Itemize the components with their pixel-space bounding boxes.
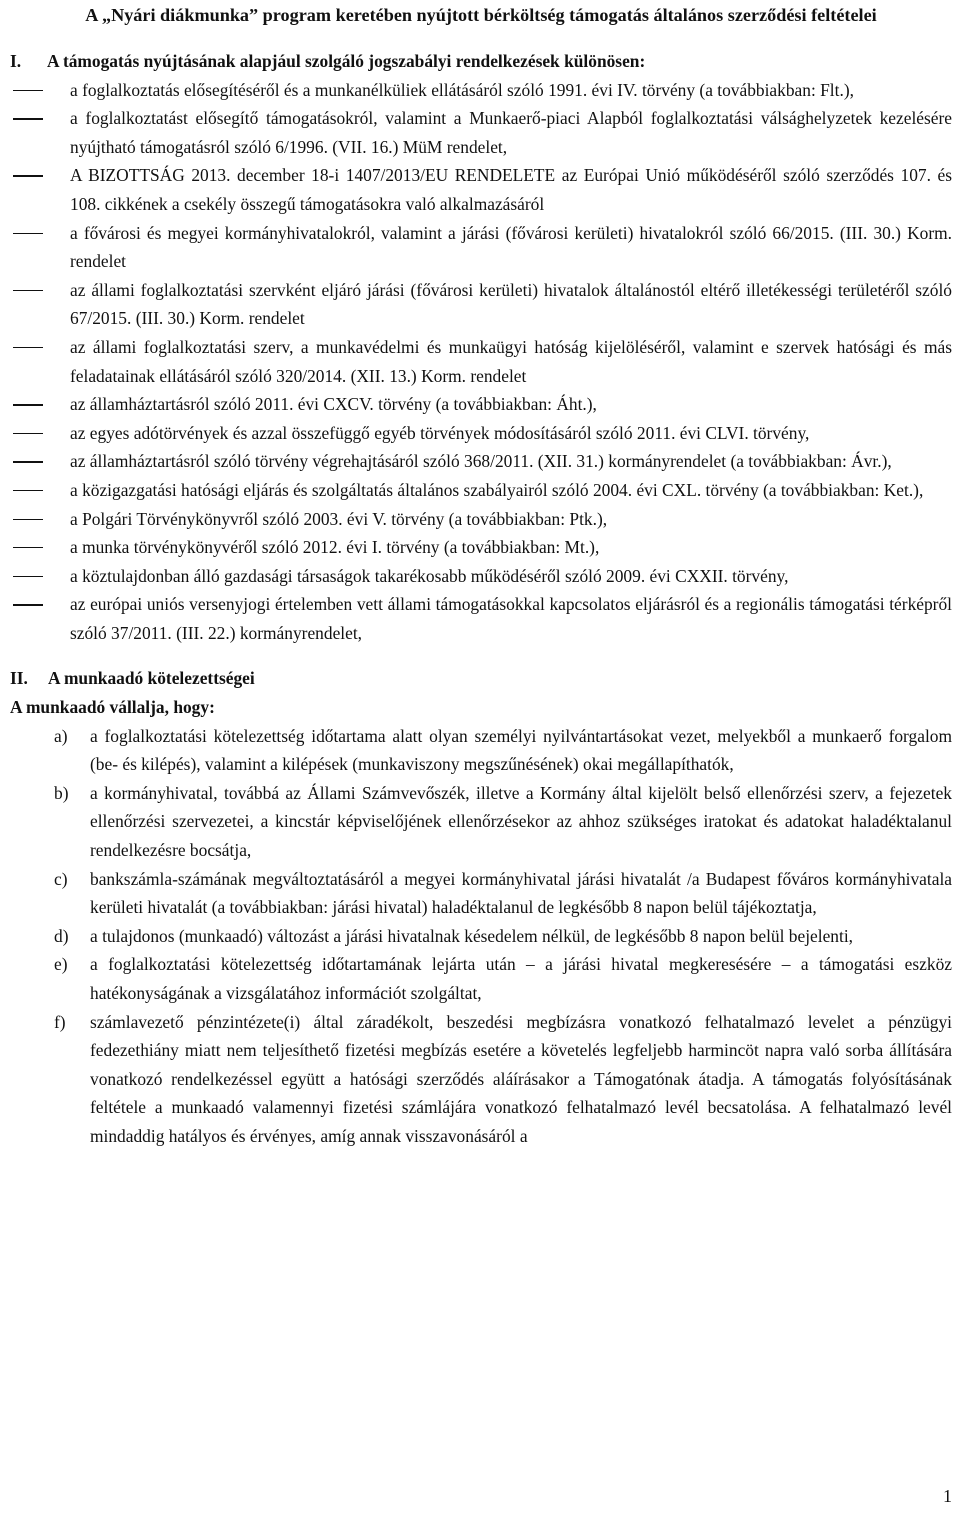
obligation-text: számlavezető pénzintézete(i) által záradékolt, beszedési megbízásra vonatkozó felhatalmazó levelet a pénzügyi fedezethiány miatt nem teljesíthető fizetési megbízás esetére a követelés legfeljebb harmincöt napra való sorba állítására vonatkozó rendelkezéssel együtt a hatósági szerződés aláírásakor a Támogatónak átadja. A támogatás folyósításának feltétele a munkaadó valamennyi fizetési számlájára vonatkozó felhatalmazó levél becsatolása. A felhatalmazó levél mindaddig hatályos és érvényes, amíg annak visszavonásáról a (90, 1011, 952, 1146)
legal-basis-item: a fővárosi és megyei kormányhivatalokról, valamint a járási (fővárosi kerületi) hivatalokról szóló 66/2015. (III. 30.) Korm. rendelet (10, 219, 952, 276)
legal-basis-item: az állami foglalkoztatási szerv, a munkavédelmi és munkaügyi hatóság kijelöléséről, valamint e szervek hatósági és más feladatainak ellátásáról szóló 320/2014. (XII. 13.) Korm. rendelet (10, 333, 952, 390)
legal-basis-item: az államháztartásról szóló törvény végrehajtásáról szóló 368/2011. (XII. 31.) kormányrendelet (a továbbiakban: Ávr.), (10, 447, 952, 476)
legal-basis-item: az európai uniós versenyjogi értelemben vett állami támogatásokkal kapcsolatos eljárásról és a regionális támogatási térképről szóló 37/2011. (III. 22.) kormányrendelet, (10, 590, 952, 647)
legal-basis-item: a munka törvénykönyvéről szóló 2012. évi I. törvény (a továbbiakban: Mt.), (10, 533, 952, 562)
legal-basis-list (10, 76, 952, 648)
page-number: 1 (943, 1486, 952, 1507)
section-1-number: I. (10, 51, 22, 71)
obligation-marker: a) (54, 725, 68, 746)
obligation-item (10, 865, 952, 922)
legal-basis-item: a Polgári Törvénykönyvről szóló 2003. évi V. törvény (a továbbiakban: Ptk.), (10, 505, 952, 534)
legal-basis-item: a foglalkoztatást elősegítő támogatásokról, valamint a Munkaerő-piaci Alapból foglalkoztatási válsághelyzetek kezelésére nyújtható támogatásról szóló 6/1996. (VII. 16.) MüM rendelet, (10, 104, 952, 161)
obligation-item (10, 922, 952, 951)
legal-basis-item: A BIZOTTSÁG 2013. december 18-i 1407/2013/EU RENDELETE az Európai Unió működéséről szóló szerződés 107. és 108. cikkének a csekély összegű támogatásokra való alkalmazásáról (10, 161, 952, 218)
obligation-item (10, 950, 952, 1007)
obligations-intro: A munkaadó vállalja, hogy: (10, 697, 215, 718)
obligation-item (10, 779, 952, 865)
document-title: A „Nyári diákmunka” program keretében nyújtott bérköltség támogatás általános szerződési feltételei (85, 5, 877, 25)
obligation-marker: f) (54, 1011, 66, 1032)
section-1-title: A támogatás nyújtásának alapjául szolgáló jogszabályi rendelkezések különösen: (47, 51, 646, 71)
legal-basis-item: a köztulajdonban álló gazdasági társaságok takarékosabb működéséről szóló 2009. évi CXXII. törvény, (10, 562, 952, 591)
obligation-text: a tulajdonos (munkaadó) változást a járási hivatalnak késedelem nélkül, de legkésőbb 8 napon belül bejelenti, (90, 925, 854, 946)
obligation-item (10, 1008, 952, 1151)
obligation-marker: c) (54, 868, 68, 889)
obligation-text: a kormányhivatal, továbbá az Állami Számvevőszék, illetve a Kormány által kijelölt belső ellenőrzési szerv, a fejezetek ellenőrzési szervezetei, a kincstár képviselőjének ellenőrzésekor az ahhoz szükséges iratokat és adatokat haladéktalanul rendelkezésre bocsátja, (90, 782, 952, 861)
section-2-heading (10, 664, 952, 693)
obligation-marker: e) (54, 954, 68, 975)
legal-basis-item: a foglalkoztatás elősegítéséről és a munkanélküliek ellátásáról szóló 1991. évi IV. törvény (a továbbiakban: Flt.), (10, 76, 952, 105)
obligation-marker: d) (54, 925, 69, 946)
obligation-marker: b) (54, 782, 69, 803)
section-1-heading (10, 47, 952, 76)
obligation-item (10, 722, 952, 779)
obligation-text: a foglalkoztatási kötelezettség időtartamának lejárta után – a járási hivatal megkeresésére – a támogatási eszköz hatékonyságának a vizsgálatához információt szolgáltat, (90, 954, 952, 1003)
legal-basis-item: az államháztartásról szóló 2011. évi CXCV. törvény (a továbbiakban: Áht.), (10, 390, 952, 419)
legal-basis-item: az egyes adótörvények és azzal összefüggő egyéb törvények módosításáról szóló 2011. évi CLVI. törvény, (10, 419, 952, 448)
legal-basis-item: az állami foglalkoztatási szervként eljáró járási (fővárosi kerületi) hivatalok általánostól eltérő illetékességi területéről szóló 67/2015. (III. 30.) Korm. rendelet (10, 276, 952, 333)
section-2-title: A munkaadó kötelezettségei (48, 668, 255, 689)
obligations-list (10, 722, 952, 1151)
obligation-text: a foglalkoztatási kötelezettség időtartama alatt olyan személyi nyilvántartásokat vezet, melyekből a munkaerő forgalom (be- és kilépés), valamint a kilépések (munkaviszony megszűnésének) okai megállapíthatók, (90, 725, 952, 775)
obligation-text: bankszámla-számának megváltoztatásáról a megyei kormányhivatal járási hivatalát /a Budapest főváros kormányhivatala kerületi hivatalát (a továbbiakban: járási hivatal) haladéktalanul de legkésőbb 8 napon belül tájékoztatja, (90, 868, 952, 918)
section-2-number: II. (10, 668, 28, 689)
legal-basis-item: a közigazgatási hatósági eljárás és szolgáltatás általános szabályairól szóló 2004. évi CXL. törvény (a továbbiakban: Ket.), (10, 476, 952, 505)
